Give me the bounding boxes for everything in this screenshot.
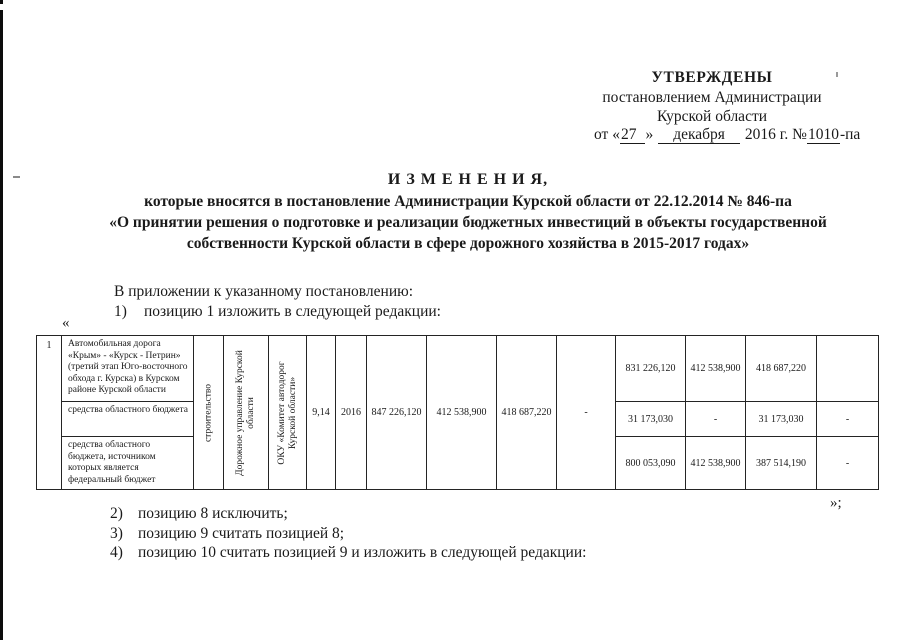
title-line-2: которые вносятся в постановление Администрации Курской области от 22.12.2014 № 846-па	[144, 193, 792, 210]
cell-capacity: 9,14	[307, 336, 336, 490]
cell-committee: ОКУ «Комитет автодорог Курской области»	[269, 336, 307, 490]
list-item-number: 3)	[110, 524, 123, 542]
cell-value-r2c2: -	[686, 402, 746, 437]
scan-edge-bar	[0, 0, 3, 640]
date-year: 2016 г. №	[744, 126, 807, 143]
list-item	[110, 504, 586, 524]
date-prefix: от «	[594, 126, 620, 143]
date-suffix: -па	[839, 126, 861, 143]
cell-total-cost: 847 226,120	[367, 336, 427, 490]
title-line-4: собственности Курской области в сфере дорожного хозяйства в 2015-2017 годах»	[186, 235, 750, 252]
cell-value-r3c4: -	[817, 437, 879, 490]
approval-line-region: Курской области	[656, 108, 768, 125]
cell-value-r3c1: 800 053,090	[616, 437, 686, 490]
cell-value-r3c3: 387 514,190	[746, 437, 817, 490]
list-item-text: позицию 1 изложить в следующей редакции:	[144, 303, 441, 320]
list-item-number: 2)	[110, 505, 123, 522]
list-item-text: позицию 8 исключить;	[138, 505, 288, 522]
intro-paragraph	[114, 282, 441, 322]
cell-value-r1c3: 418 687,220	[746, 336, 817, 402]
cell-value-r3c2: 412 538,900	[686, 437, 746, 490]
list-item	[110, 543, 586, 563]
list-item-text: позицию 9 считать позицией 8;	[138, 524, 345, 542]
approval-stamp	[596, 68, 828, 127]
title-line-3: «О принятии решения о подготовке и реализации бюджетных инвестиций в объекты государственной	[109, 214, 827, 231]
title-line-1: И З М Е Н Е Н И Я,	[387, 171, 549, 188]
intro-line: В приложении к указанному постановлению:	[114, 283, 414, 300]
cell-federal-funds: средства областного бюджета, источником которых является федеральный бюджет	[62, 437, 194, 490]
amendments-table	[36, 335, 879, 490]
scan-edge-notch	[0, 4, 3, 10]
date-day: 27	[620, 127, 646, 144]
cell-value-r1c1: 831 226,120	[616, 336, 686, 402]
date-number: 1010	[807, 126, 839, 143]
close-quote-mark: »;	[830, 495, 842, 511]
open-quote-mark: «	[62, 315, 70, 331]
cell-amount-1: 412 538,900	[427, 336, 497, 490]
cell-row-number: 1	[37, 336, 62, 490]
cell-object-name: Автомобильная дорога «Крым» - «Курск - Петрин» (третий этап Юго-восточного обхода г. Курска) в Курском районе Курской области	[62, 336, 194, 402]
date-bracket: »	[645, 126, 654, 143]
approval-line-approved: УТВЕРЖДЕНЫ	[651, 69, 773, 86]
cell-dash: -	[557, 336, 616, 490]
intro-item-1	[114, 302, 441, 322]
document-title	[68, 169, 868, 254]
list-item-text: позицию 10 считать позицией 9 и изложить в следующей редакции:	[138, 544, 587, 561]
scan-artifact-tick	[836, 72, 838, 77]
cell-value-r2c1: 31 173,030	[616, 402, 686, 437]
list-item-number: 1)	[114, 303, 127, 320]
cell-value-r1c4	[817, 336, 879, 402]
cell-value-r2c4: -	[817, 402, 879, 437]
date-month: декабря	[658, 127, 740, 144]
approval-line-resolution: постановлением Администрации	[602, 88, 822, 106]
cell-value-r1c2: 412 538,900	[686, 336, 746, 402]
scan-artifact-dash	[13, 176, 20, 178]
cell-value-r2c3: 31 173,030	[746, 402, 817, 437]
cell-road-authority: Дорожное управление Курской области	[224, 336, 269, 490]
cell-budget-funds: средства областного бюджета	[62, 402, 194, 437]
list-item-number: 4)	[110, 544, 123, 561]
cell-amount-2: 418 687,220	[497, 336, 557, 490]
cell-construction-type: строительство	[194, 336, 224, 490]
closing-list	[110, 504, 586, 563]
approval-date-line	[594, 126, 860, 144]
list-item	[110, 524, 586, 544]
cell-year: 2016	[336, 336, 367, 490]
